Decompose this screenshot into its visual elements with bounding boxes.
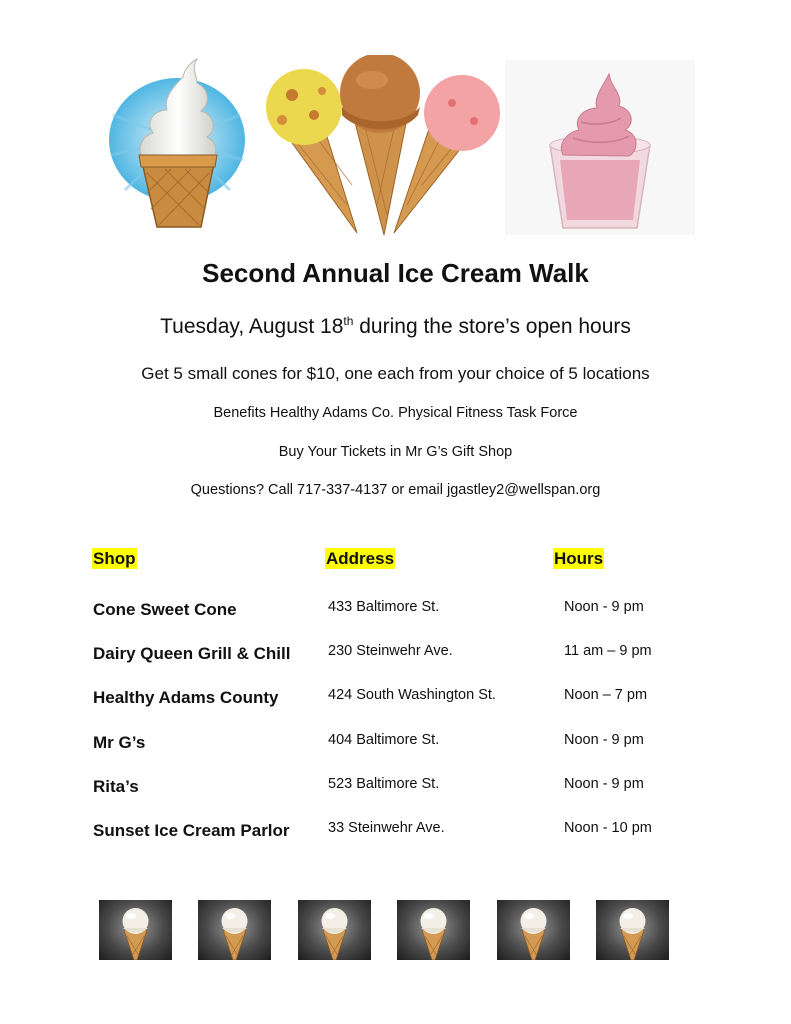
- three-scoop-cones-icon: [262, 55, 502, 240]
- event-date-prefix: Tuesday, August 18: [160, 315, 344, 338]
- event-offer: Get 5 small cones for $10, one each from your choice of 5 locations: [141, 364, 650, 383]
- shop-name: Mr G’s: [93, 733, 146, 752]
- strawberry-soft-serve-cup-icon: [505, 60, 695, 235]
- shop-hours: Noon - 9 pm: [564, 732, 644, 748]
- shop-name: Rita’s: [93, 777, 139, 796]
- shop-hours: Noon – 7 pm: [564, 687, 648, 703]
- vanilla-cone-icon: [198, 900, 271, 960]
- event-questions: Questions? Call 717-337-4137 or email jgastley2@wellspan.org: [190, 482, 601, 498]
- vanilla-cone-icon: [497, 900, 570, 960]
- vanilla-cone-icon: [397, 900, 470, 960]
- event-benefits: Benefits Healthy Adams Co. Physical Fitness Task Force: [213, 405, 578, 421]
- shop-hours: 11 am – 9 pm: [564, 643, 652, 659]
- shop-address: 33 Steinwehr Ave.: [328, 820, 445, 836]
- event-date: [0, 314, 791, 339]
- shop-address: 523 Baltimore St.: [328, 776, 440, 792]
- shop-name: Healthy Adams County: [93, 688, 279, 707]
- event-tickets: Buy Your Tickets in Mr G’s Gift Shop: [278, 444, 513, 460]
- shop-address: 424 South Washington St.: [328, 687, 496, 703]
- event-title: Second Annual Ice Cream Walk: [202, 258, 589, 288]
- shop-name: Cone Sweet Cone: [93, 600, 237, 619]
- shop-address: 230 Steinwehr Ave.: [328, 643, 453, 659]
- header-hours: Hours: [554, 549, 604, 568]
- shop-hours: Noon - 9 pm: [564, 599, 644, 615]
- event-date-rest: during the store’s open hours: [353, 315, 631, 338]
- event-date-suffix: th: [343, 314, 354, 328]
- shop-address: 433 Baltimore St.: [328, 599, 440, 615]
- vanilla-cone-icon: [99, 900, 172, 960]
- header-shop: Shop: [93, 549, 136, 568]
- vanilla-cone-icon: [596, 900, 669, 960]
- soft-serve-cone-icon: [105, 55, 250, 235]
- shop-hours: Noon - 10 pm: [564, 820, 652, 836]
- header-address: Address: [326, 549, 395, 568]
- shop-address: 404 Baltimore St.: [328, 732, 440, 748]
- shop-hours: Noon - 9 pm: [564, 776, 644, 792]
- vanilla-cone-icon: [298, 900, 371, 960]
- shop-name: Dairy Queen Grill & Chill: [93, 644, 291, 663]
- shop-name: Sunset Ice Cream Parlor: [93, 821, 290, 840]
